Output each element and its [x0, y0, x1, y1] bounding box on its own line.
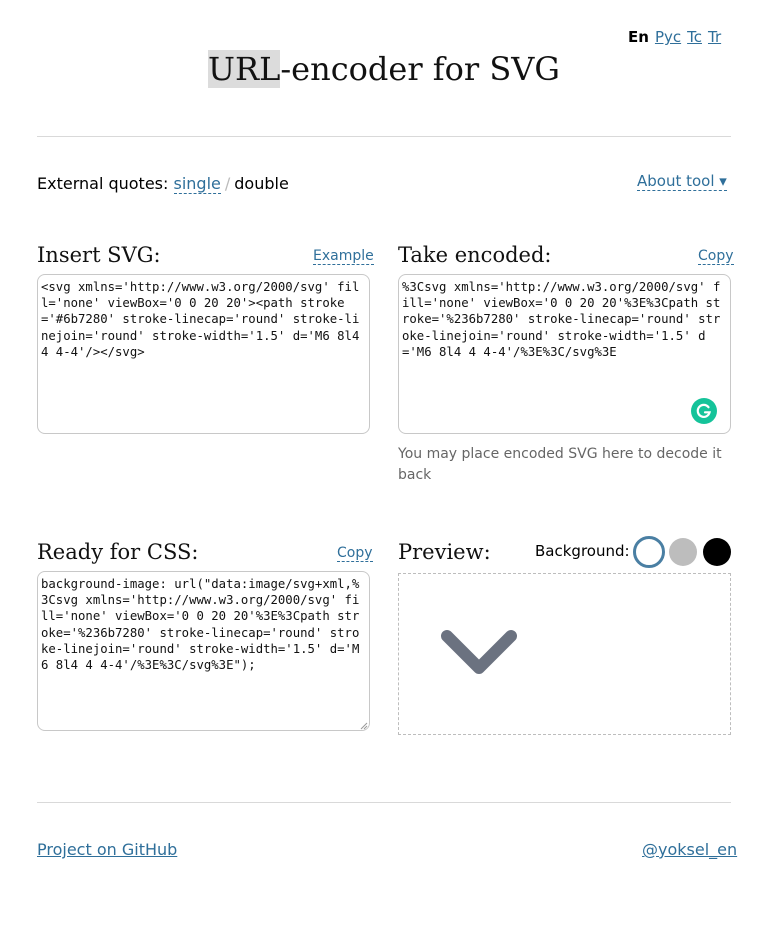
decode-hint: You may place encoded SVG here to decode it back: [398, 446, 722, 483]
copy-encoded-link[interactable]: Copy: [698, 248, 734, 264]
grammarly-icon[interactable]: [691, 398, 717, 424]
lang-link-tr[interactable]: Tr: [707, 28, 722, 46]
quotes-separator: /: [224, 174, 231, 193]
copy-css-link[interactable]: Copy: [337, 545, 373, 561]
chevron-down-icon: [441, 624, 521, 684]
preview-area: [398, 573, 731, 735]
title-rest: -encoder for SVG: [280, 50, 560, 88]
page-title: [0, 50, 768, 88]
encoded-textarea[interactable]: %3Csvg xmlns='http://www.w3.org/2000/svg' fill='none' viewBox='0 0 20 20'%3E%3Cpath stroke='%236b7280' stroke-linecap='round' stroke-linejoin='round' stroke-width='1.5' d='M6 8l4 4 4-4'/%3E%3C/svg%3E: [398, 274, 731, 434]
about-tool-toggle[interactable]: About tool ▾: [637, 172, 727, 190]
ready-for-css-title: Ready for CSS:: [37, 540, 199, 564]
title-highlight: URL: [208, 50, 281, 88]
quotes-label: External quotes:: [37, 174, 169, 193]
header-divider: [37, 136, 731, 137]
background-swatch-white[interactable]: [633, 536, 665, 568]
quotes-setting: [37, 174, 289, 193]
grammarly-glyph: [691, 398, 717, 424]
example-link[interactable]: Example: [313, 248, 374, 264]
lang-link-tc[interactable]: Tc: [687, 28, 702, 46]
author-link[interactable]: @yoksel_en: [642, 840, 738, 859]
footer-divider: [37, 802, 731, 803]
background-swatch-silver[interactable]: [669, 538, 697, 566]
quotes-single-option[interactable]: single: [173, 174, 221, 193]
insert-svg-title: Insert SVG:: [37, 243, 161, 267]
lang-current-en: En: [628, 28, 649, 46]
quotes-double-option[interactable]: double: [234, 174, 289, 193]
background-swatch-black[interactable]: [703, 538, 731, 566]
lang-link-ru[interactable]: Рус: [654, 28, 682, 46]
background-label: Background:: [535, 542, 630, 560]
resize-handle-icon[interactable]: [360, 722, 368, 730]
insert-svg-textarea[interactable]: <svg xmlns='http://www.w3.org/2000/svg' fill='none' viewBox='0 0 20 20'><path stroke='#6b7280' stroke-linecap='round' stroke-linejoin='round' stroke-width='1.5' d='M6 8l4 4 4-4'/></svg>: [37, 274, 370, 434]
github-link[interactable]: Project on GitHub: [37, 840, 178, 859]
preview-title: Preview:: [398, 540, 491, 564]
language-switcher: [628, 28, 721, 46]
take-encoded-title: Take encoded:: [398, 243, 552, 267]
css-textarea[interactable]: background-image: url("data:image/svg+xml,%3Csvg xmlns='http://www.w3.org/2000/svg' fill='none' viewBox='0 0 20 20'%3E%3Cpath stroke='%236b7280' stroke-linecap='round' stroke-linejoin='round' stroke-width='1.5' d='M6 8l4 4 4-4'/%3E%3C/svg%3E");: [37, 571, 370, 731]
